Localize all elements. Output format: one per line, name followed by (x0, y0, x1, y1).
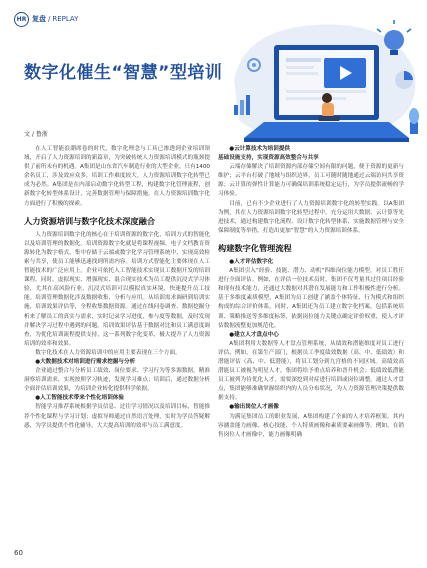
paragraph: 企业通过整合与分析员工绩效、岗位要求、学习行为等多源数据，精准洞察培训需求，实现按照学习轨迹，发现学习难点；培训后，通过数据分析全面评估培训效果，为培训企业转化提供科学依据。 (24, 368, 210, 393)
article-title: 数字化催生“智慧”型培训 (24, 63, 223, 83)
subheading: ●大数据技术对培训进行需求挖掘与分析 (35, 358, 136, 365)
paragraph: 人力资源培训数字化的核心在于培训资源的数字化，培训方式的智能化以及培训管理的数据化。培训资源数字化就是将课程视频、电子文档教育资源转化为数字格式，集中存储于云端或数字化学习管理系统中，实现高效检索与共享，使员工能够迅速找到所需内容。培训方式智能化主要体现在人工智能技术的广泛应用上。企业可依托人工智能技术实现员工数据开发的培训课程。同时，虚拟现实、增强现实、混合现实技术为员工提供沉浸式学习体验，尤其在高风险行业，沉浸式培训可以模拟真实环境，快速提升员工技能。培训管理数据化涉及数据收集、分析与应用。从培训需求调研到培训实施，培训效果评估等，全程收集数据资源。通过在线问卷调查、数据挖掘分析来了解员工的真实与需求，实时记录学习进度，参与度等数据，及时发现并解决学习过程中遇到的问题。培训效果评估基于数据对比和员工满意度调查，为优化培训流程提供支持，这一系列数字化变革，极大提升了人力资源培训的效率和效果。 (24, 231, 210, 347)
paragraph: 云端存储解决了培训资源内部存储空间有限的问题，便于资源的更新与维护；云平台打破了地域与组织边界，员工可随时随地通过云端访问共享资源；云计算的弹性计算能力可确保培训系统稳定运行，为学员提供流畅的学习体验。 (218, 164, 404, 198)
paragraph: 目前，已有不少企业进行了人力资源培训数字化的转型实践。以A集团为例，其在人力资源培训数字化转型过程中，充分运用大数据、云计算等先进技术，通过构建数字化流程、设计数字化转型体系、实施数据管理与安全保障制度等举措，打造出更加“智慧”的人力资源培训体系。 (218, 200, 404, 234)
paragraph: 智能学习推荐系统根据学员信息、过往学习情况以及培训目标，智能推荐个性化课程与学习计划；虚拟导师通过自然语言处理，实时为学员答疑解惑，为学员提供个性化辅导，大大提高培训的效率与员工满意度。 (24, 404, 210, 429)
left-column (24, 145, 210, 431)
column-name-en: REPLAY (52, 15, 79, 23)
page-number: 60 (14, 549, 23, 557)
subheading-continued: 基础设施支持，实现资源高效整合与共享 (218, 155, 319, 162)
article-author: 文 / 鲁浙 (24, 131, 48, 138)
paragraph: A集团引入“经验、技能、潜力、动机”四维岗位能力模型，对员工胜任进行全面评估。例如，在评估一位技术员时，集团不仅考量其过往项目经验和现有技术能力，还通过大数据对其潜在发展能力和工作积极性进行分析。基于多维度素质模型，A集团为员工创建了涵盖个体特征、行为模式和组织构成的综合评价体系。同时，A集团还为员工建立数字化档案，包括系统培训、策略推送等多维度标签，依据岗位能力关键点确定评价权重，使人才评估数据流整更加规范化。 (218, 268, 404, 329)
subheading: ●建立人才盘点中心 (229, 331, 279, 338)
subheading: ●人才评估数字化 (229, 258, 274, 265)
subheading: ●输出岗位人才画像 (229, 404, 279, 411)
section-heading: 人力资源培训与数字化技术深度融合 (24, 215, 156, 226)
online-training-illustration (214, 10, 424, 160)
paragraph: 数字化技术在人力资源培训中的应用主要表现在三个方面。 (35, 349, 181, 356)
right-column (218, 145, 404, 440)
header-separator: / (48, 15, 51, 23)
page-header (14, 12, 78, 26)
subheading: ●云计算技术为培训提供 (229, 146, 291, 152)
hr-logo-icon: HR (14, 12, 29, 27)
subheading: ●人工智能技术带来个性化培训体验 (35, 395, 124, 402)
paragraph: A集团利用大数据等人才盘点管理系统，从绩效和潜能维度对员工进行评估。例如，在第生产部门，根据员工季度绩效数据（高、中、低绩效）和潜能评估（高、中、低潜能），将员工划分到九宫格的不同区域。高绩效高潜能员工被视为明星人才，集团将给予重点培养和晋升机会；低绩效低潜能员工被列为待优化人才，需要深挖到对症进行培训或岗位调整。通过人才盘点，集团能够准确掌握组织内的人员分布状况，为人力资源管理决策提供数据支持。 (218, 340, 404, 402)
column-name: 复盘 (32, 15, 46, 23)
section-heading: 构建数字化管理流程 (218, 242, 292, 253)
paragraph: 为满足集团员工的职业发展，A集团构建了全面的人才培养框架。其内容涵盖能力画像、核心技能、个人特质画像和素质要素画像等。例如，在销售岗位人才画像中，能力画像明确 (218, 413, 404, 438)
paragraph: 在人工智能浪潮席卷的时代，数字化理念与工具已渗透到企业培训领域，开启了人力资源培训的新篇章，为突破传统人力资源培训模式的瓶颈提供了前所未有的机遇。A集团是山东省汽车制造行业的大型企业，只有1400余名员工，涉及效应众多，培训工作难度较大。人力资源培训数字化转型已成为必然。A集团是在内部启动数字化转型工程，构建数字化管理流程，创新数字化转型体系设计，完善数据管理与保障措施。在人力资源培训数字化方面进行了积极的探索。 (24, 146, 210, 207)
